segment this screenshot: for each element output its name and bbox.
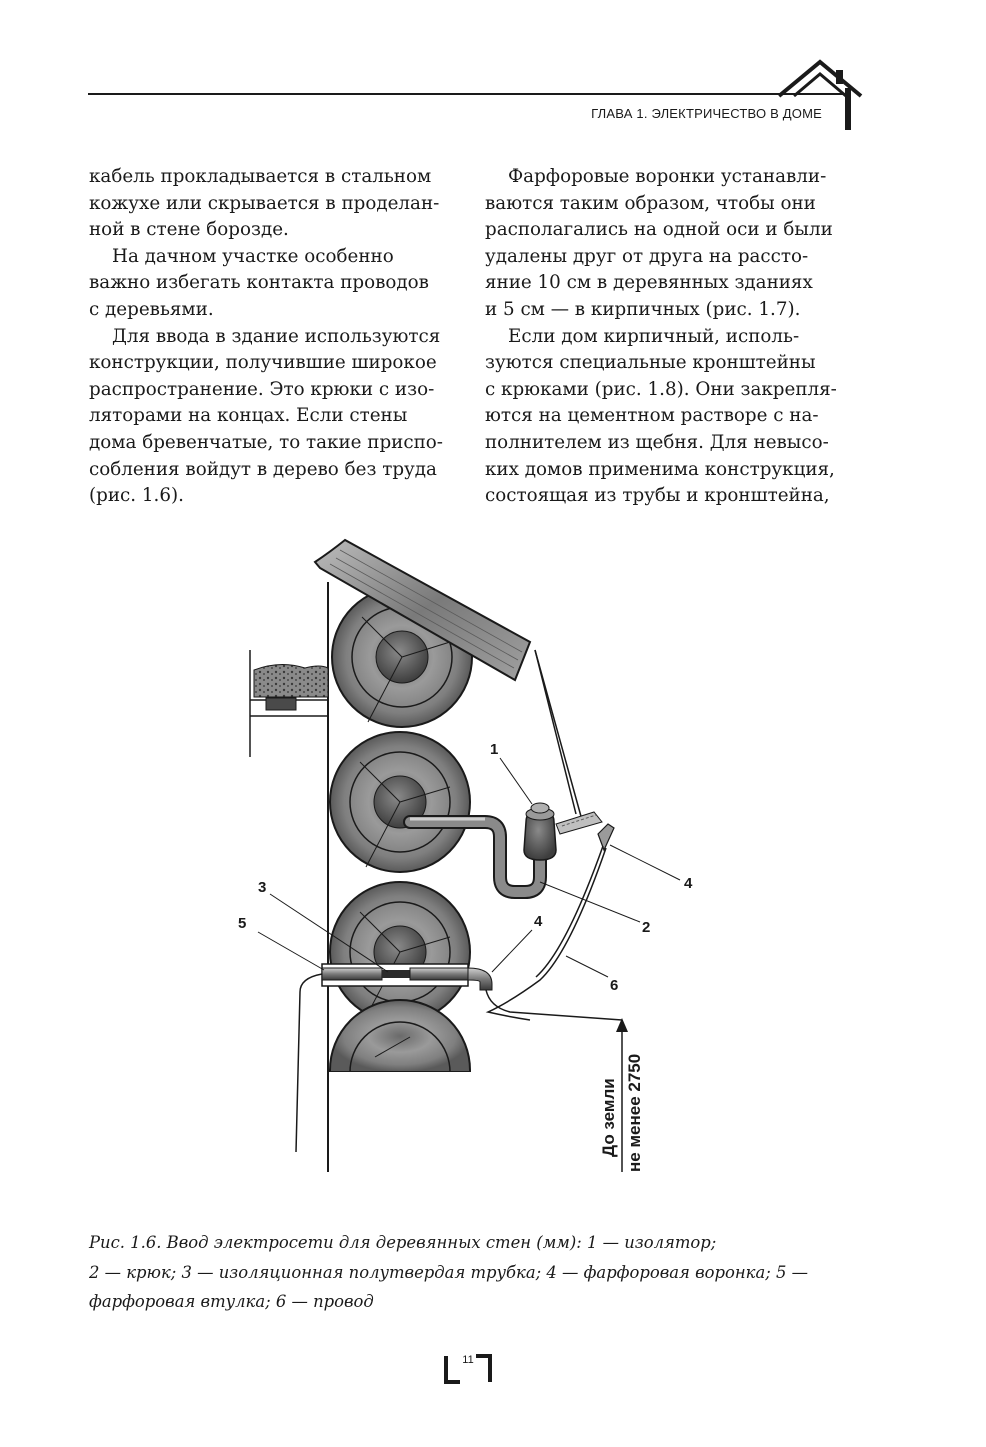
figure-caption xyxy=(89,1228,859,1317)
text-line: конструкции, получившие широкое xyxy=(89,352,437,374)
text-line: ваются таким образом, чтобы они xyxy=(485,192,816,214)
label-3: 3 xyxy=(258,879,267,896)
label-4-left: 4 xyxy=(534,913,543,930)
text-line: состоящая из трубы и кронштейна, xyxy=(485,485,830,507)
text-line: с крюками (рис. 1.8). Они закрепля- xyxy=(485,378,837,400)
text-line: яние 10 см в деревянных зданиях xyxy=(485,272,813,294)
ceiling-fill xyxy=(254,664,328,697)
text-line: важно избегать контакта проводов xyxy=(89,272,429,294)
text-line: ются на цементном растворе с на- xyxy=(485,405,819,427)
paragraph xyxy=(485,164,857,324)
insulator xyxy=(524,803,556,860)
page-number: 11 xyxy=(462,1354,474,1366)
text-line: Фарфоровые воронки устанавли- xyxy=(508,166,827,187)
label-1: 1 xyxy=(490,741,499,758)
dimension-label-line2: не менее 2750 xyxy=(625,1053,644,1172)
text-line: ной в стене борозде. xyxy=(89,219,289,241)
wall-bushing xyxy=(322,964,492,990)
text-line: собления войдут в дерево без труда xyxy=(89,458,437,480)
paragraph xyxy=(89,164,461,244)
chapter-title: ГЛАВА 1. ЭЛЕКТРИЧЕСТВО В ДОМЕ xyxy=(591,106,822,121)
caption-line: Рис. 1.6. Ввод электросети для деревянных стен (мм): 1 — изолятор; xyxy=(89,1233,717,1252)
text-line: и 5 см — в кирпичных (рис. 1.7). xyxy=(485,298,801,320)
wiring-diagram xyxy=(210,532,730,1182)
text-line: На дачном участке особенно xyxy=(112,245,394,267)
text-line: Для ввода в здание используются xyxy=(112,325,441,347)
caption-line: фарфоровая втулка; 6 — провод xyxy=(89,1292,374,1311)
text-line: ляторами на концах. Если стены xyxy=(89,405,408,427)
text-line: Если дом кирпичный, исполь- xyxy=(508,325,800,347)
text-line: кабель прокладывается в стальном xyxy=(89,166,432,187)
text-line: полнителем из щебня. Для невысо- xyxy=(485,431,829,453)
text-line: распространение. Это крюки с изо- xyxy=(89,378,435,400)
header-rule xyxy=(88,93,848,95)
label-2: 2 xyxy=(642,919,651,936)
page-number-block xyxy=(440,1352,496,1386)
label-4-right: 4 xyxy=(684,875,693,892)
dimension-label-line1: До земли xyxy=(599,1078,618,1157)
text-line: ких домов применима конструкция, xyxy=(485,458,835,480)
label-6: 6 xyxy=(610,977,619,994)
text-line: дома бревенчатые, то такие приспо- xyxy=(89,431,443,453)
log-2 xyxy=(330,732,470,872)
caption-line: 2 — крюк; 3 — изоляционная полутвердая трубка; 4 — фарфоровая воронка; 5 — xyxy=(89,1262,809,1282)
text-line: располагались на одной оси и были xyxy=(485,219,833,241)
right-column xyxy=(485,164,857,510)
paragraph xyxy=(485,324,857,510)
text-line: с деревьями. xyxy=(89,298,214,320)
ceiling-beam xyxy=(266,698,296,710)
text-line: зуются специальные кронштейны xyxy=(485,352,816,374)
text-line: удалены друг от друга на рассто- xyxy=(485,245,809,267)
text-line: кожухе или скрывается в проделан- xyxy=(89,192,440,214)
label-5: 5 xyxy=(238,915,247,932)
paragraph xyxy=(89,324,461,510)
log-4 xyxy=(330,1000,470,1072)
left-column xyxy=(89,164,461,510)
paragraph xyxy=(89,244,461,324)
text-line: (рис. 1.6). xyxy=(89,485,184,507)
